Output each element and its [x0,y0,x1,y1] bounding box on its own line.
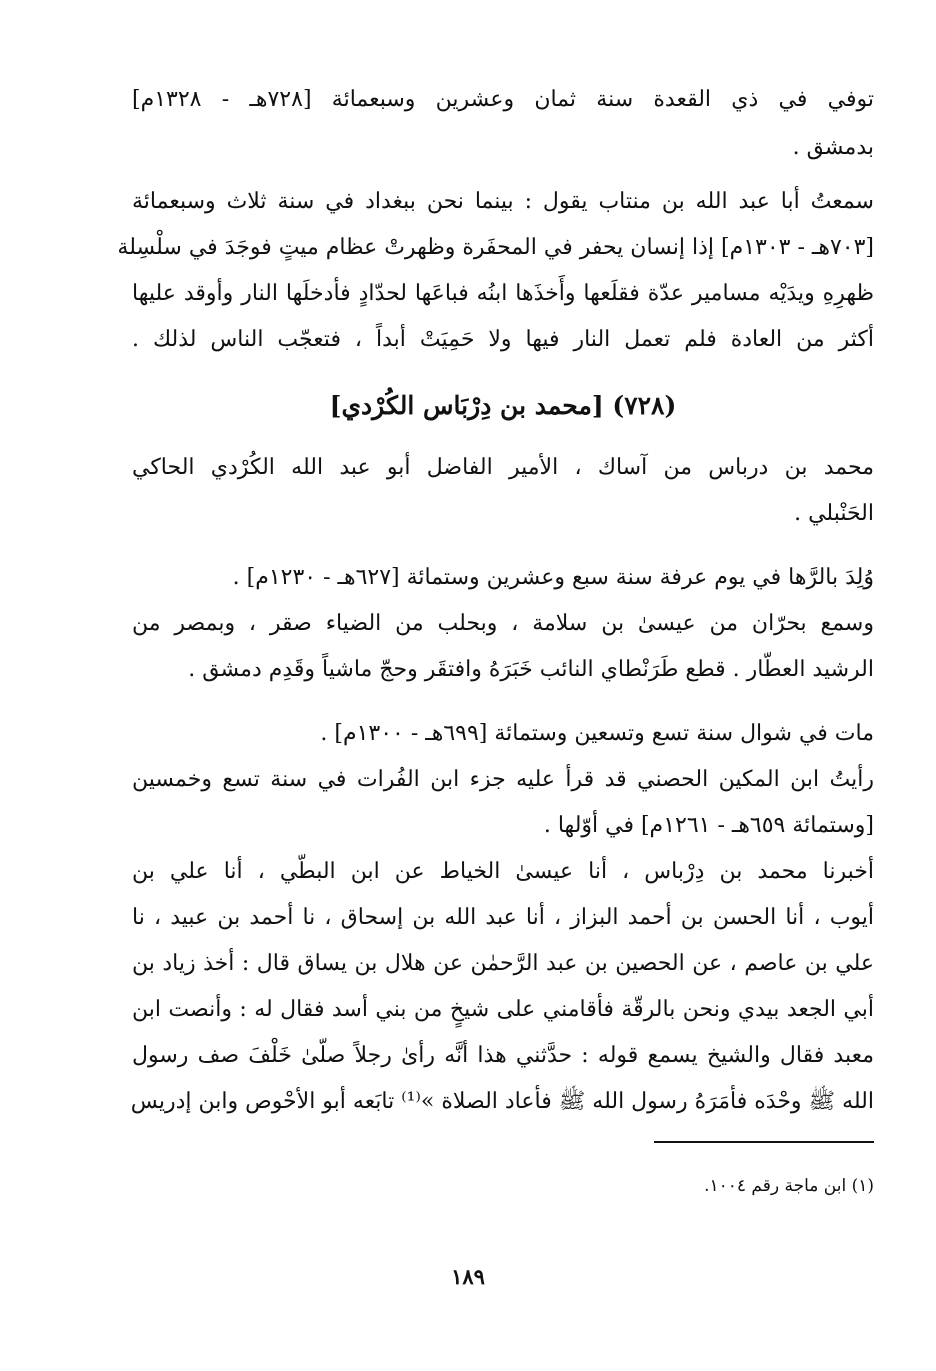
text-line: سمعتُ أبا عبد الله بن منتاب يقول : بينما نحن ببغداد في سنة ثلاث وسبعمائة [132,189,874,214]
text-line: [وستمائة ٦٥٩هـ - ١٢٦١م] في أوّلها . [543,813,874,838]
text-line: أيوب ، أنا الحسن بن أحمد البزاز ، أنا عبد الله بن إسحاق ، نا أحمد بن عبيد ، نا [132,905,875,930]
text-line: الحَنْبلي . [794,501,874,526]
text-line: [٧٠٣هـ - ١٣٠٣م] إذا إنسان يحفر في المحفَرة وظهرتْ عظام ميتٍ فوجَدَ في سلْسِلة [117,235,874,260]
text-line: وُلِدَ بالرَّها في يوم عرفة سنة سبع وعشرين وستمائة [٦٢٧هـ - ١٢٣٠م] . [232,565,874,590]
text-line: أخبرنا محمد بن دِرْباس ، أنا عيسىٰ الخياط عن ابن البطّي ، أنا علي بن [132,859,874,884]
text-line: معبد فقال والشيخ يسمع قوله : حدَّثني هذا أنَّه رأىٰ رجلاً صلّىٰ خَلْفَ صف رسول [132,1043,874,1068]
text-line: ظهرِهِ ويدَيْه مسامير عدّة فقلَعها وأَخذَها ابنُه فباعَها لحدّادٍ فأدخلَها النار وأوقد عليها [132,281,874,306]
footnote-separator [654,1141,874,1143]
text-line: علي بن عاصم ، عن الحصين بن عبد الرَّحمٰن عن هلال بن يساق قال : أخذ زياد بن [132,951,874,976]
text-line: الله ﷺ وحْدَه فأمَرَهُ رسول الله ﷺ فأعاد الصلاة »⁽¹⁾ تابَعه أبو الأحْوص وابن إدريس [130,1089,874,1114]
text-line: الرشيد العطّار . قطع طَرَنْطاي النائب خَبَرَهُ وافتقَر وحجّ ماشياً وقَدِم دمشق . [188,657,874,682]
text-line: رأيتُ ابن المكين الحصني قد قرأ عليه جزء ابن الفُرات في سنة تسع وخمسين [132,767,874,792]
footnote: (١) ابن ماجة رقم ١٠٠٤. [704,1176,874,1196]
page-number: ١٨٩ [451,1264,485,1289]
entry-heading: (٧٢٨) [محمد بن دِرْبَاس الكُرْدي] [329,391,677,420]
text-line: محمد بن درباس من آساك ، الأمير الفاضل أبو عبد الله الكُرْدي الحاكي [132,455,874,480]
text-line: توفي في ذي القعدة سنة ثمان وعشرين وسبعمائة [٧٢٨هـ - ١٣٢٨م] [132,87,875,112]
text-line: بدمشق . [792,135,874,160]
text-line: أبي الجعد بيدي ونحن بالرقّة فأقامني على شيخٍ من بني أسد فقال له : وأنصت ابن [132,997,874,1022]
text-line: أكثر من العادة فلم تعمل النار فيها ولا حَمِيَتْ أبداً ، فتعجّب الناس لذلك . [132,327,874,352]
text-line: وسمع بحرّان من عيسىٰ بن سلامة ، وبحلب من الضياء صقر ، وبمصر من [132,611,874,636]
text-line: مات في شوال سنة تسع وتسعين وستمائة [٦٩٩هـ - ١٣٠٠م] . [320,721,874,746]
